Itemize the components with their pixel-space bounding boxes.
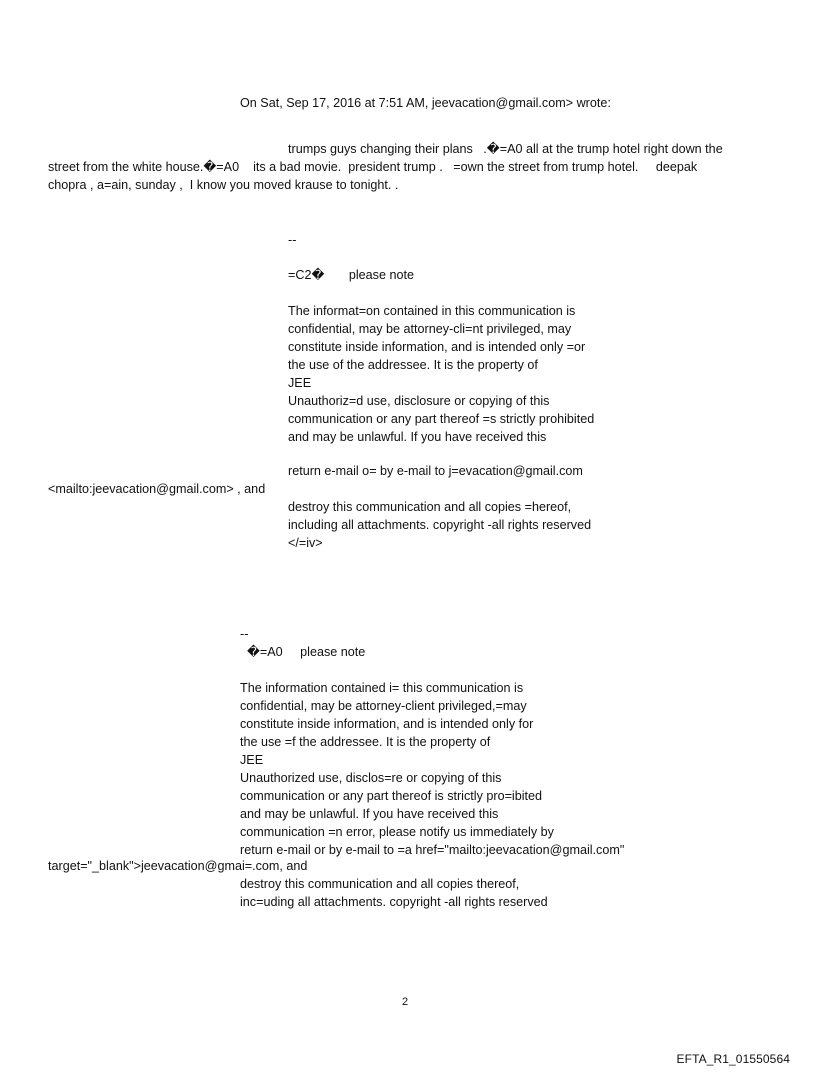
notice-line: communication or any part thereof =s strictly prohibited — [288, 412, 595, 426]
closing-line: destroy this communication and all copies =hereof, — [288, 500, 572, 514]
closing-line: inc=uding all attachments. copyright -all rights reserved — [240, 895, 548, 909]
closing-line: </=iv> — [288, 536, 323, 550]
notice-line: the use of the addressee. It is the property of — [288, 358, 538, 372]
notice-line: return e-mail or by e-mail to =a href="mailto:jeevacation@gmail.com" — [240, 843, 625, 857]
message-line-1: trumps guys changing their plans .�=A0 all at the trump hotel right down the — [288, 142, 723, 156]
message-line-3: chopra , a=ain, sunday , I know you moved krause to tonight. . — [48, 178, 399, 192]
notice-line: The information contained i= this communication is — [240, 681, 524, 695]
notice-line: Unauthorized use, disclos=re or copying of this — [240, 771, 502, 785]
notice-line: confidential, may be attorney-cli=nt privileged, may — [288, 322, 572, 336]
signature2-dashes: -- — [240, 627, 249, 641]
signature2-please-note: �=A0 please note — [247, 645, 366, 659]
notice-line: The informat=on contained in this communication is — [288, 304, 576, 318]
notice-line: constitute inside information, and is intended only for — [240, 717, 534, 731]
notice-line: JEE — [288, 376, 312, 390]
signature1-dashes: -- — [288, 233, 297, 247]
signature1-notice — [288, 302, 594, 446]
signature1-please-note: =C2� please note — [288, 268, 414, 282]
signature1-mailto-line: <mailto:jeevacation@gmail.com> , and — [48, 482, 266, 496]
signature1-closing — [288, 498, 591, 552]
email-header-line: On Sat, Sep 17, 2016 at 7:51 AM, jeevacation@gmail.com> wrote: — [240, 96, 611, 110]
notice-line: JEE — [240, 753, 264, 767]
signature1-return-line: return e-mail o= by e-mail to j=evacation@gmail.com — [288, 464, 583, 478]
document-id: EFTA_R1_01550564 — [676, 1052, 790, 1066]
signature2-closing — [240, 875, 548, 911]
signature2-target-line: target="_blank">jeevacation@gmai=.com, and — [48, 859, 308, 873]
notice-line: constitute inside information, and is intended only =or — [288, 340, 586, 354]
page-number: 2 — [402, 996, 409, 1008]
signature2-notice — [240, 679, 624, 859]
notice-line: and may be unlawful. If you have received this — [288, 430, 547, 444]
notice-line: confidential, may be attorney-client privileged,=may — [240, 699, 527, 713]
notice-line: communication =n error, please notify us immediately by — [240, 825, 554, 839]
closing-line: destroy this communication and all copies thereof, — [240, 877, 520, 891]
message-line-2: street from the white house.�=A0 its a bad movie. president trump . =own the street from trump hotel. deepak — [48, 160, 698, 174]
closing-line: including all attachments. copyright -all rights reserved — [288, 518, 592, 532]
notice-line: communication or any part thereof is strictly pro=ibited — [240, 789, 543, 803]
notice-line: the use =f the addressee. It is the property of — [240, 735, 491, 749]
notice-line: and may be unlawful. If you have received this — [240, 807, 499, 821]
notice-line: Unauthoriz=d use, disclosure or copying of this — [288, 394, 550, 408]
